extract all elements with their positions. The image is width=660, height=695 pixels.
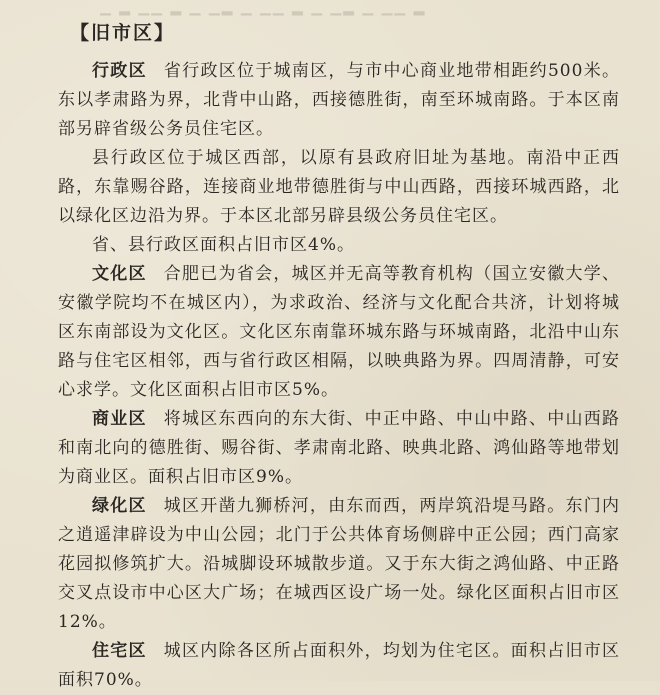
paragraph-admin-area bbox=[58, 231, 620, 260]
paragraph-text: 省行政区位于城南区，与市中心商业地带相距约500米。东以孝肃路为界，北背中山路，西接德胜街，南至环城南路。于本区南部另辟省级公务员住宅区。 bbox=[58, 61, 620, 139]
paragraph-green-zone bbox=[58, 492, 620, 637]
paragraph-text: 合肥已为省会，城区并无高等教育机构（国立安徽大学、安徽学院均不在城区内），为求政治、经济与文化配合共济，计划将城区东南部设为文化区。文化区东南靠环城东路与环城南路，北沿中山东路与住宅区相邻，西与省行政区相隔，以映典路为界。四周清静，可安心求学。文化区面积占旧市区5%。 bbox=[58, 264, 621, 400]
section-heading: 【旧市区】 bbox=[70, 22, 176, 44]
paragraph-admin-county bbox=[58, 144, 620, 231]
paragraph-text: 城区内除各区所占面积外，均划为住宅区。面积占旧市区面积70%。 bbox=[58, 641, 621, 690]
paragraph-text: 城区开凿九狮桥河，由东而西，两岸筑沿堤马路。东门内之逍遥津辟设为中山公园；北门于公共体育场侧辟中正公园；西门高家花园拟修筑扩大。沿城脚设环城散步道。又于东大街之鸿仙路、中正路交叉点设市中心区大广场；在城西区设广场一处。绿化区面积占旧市区12%。 bbox=[58, 496, 621, 632]
paragraph-text: 县行政区位于城区西部，以原有县政府旧址为基地。南沿中正西路，东靠赐谷路，连接商业地带德胜街与中山西路，西接环城西路，北以绿化区边沿为界。于本区北部另辟县级公务员住宅区。 bbox=[58, 148, 620, 226]
paragraph-text: 将城区东西向的东大街、中正中路、中山中路、中山西路和南北向的德胜街、赐谷街、孝肃南北路、映典北路、鸿仙路等地带划为商业区。面积占旧市区9%。 bbox=[58, 409, 621, 487]
term-label: 商业区 bbox=[92, 409, 147, 429]
paragraph-residential-zone bbox=[58, 637, 620, 695]
bleed-through-text: ▁ ▂ ▁▁ ▂ ▁ ▁▂ ▁ ▁▁ ▂ ▁ ▁▂ ▁ ▁▁ ▂ bbox=[100, 0, 427, 16]
paragraph-commerce-zone bbox=[58, 405, 620, 492]
term-label: 绿化区 bbox=[92, 496, 147, 516]
paragraph-admin-province bbox=[58, 57, 620, 144]
paragraph-text: 省、县行政区面积占旧市区4%。 bbox=[92, 235, 355, 255]
term-label: 文化区 bbox=[92, 264, 147, 284]
paragraph-culture-zone bbox=[58, 260, 620, 405]
term-label: 行政区 bbox=[92, 61, 147, 81]
body-text bbox=[58, 57, 620, 695]
term-label: 住宅区 bbox=[92, 641, 147, 661]
